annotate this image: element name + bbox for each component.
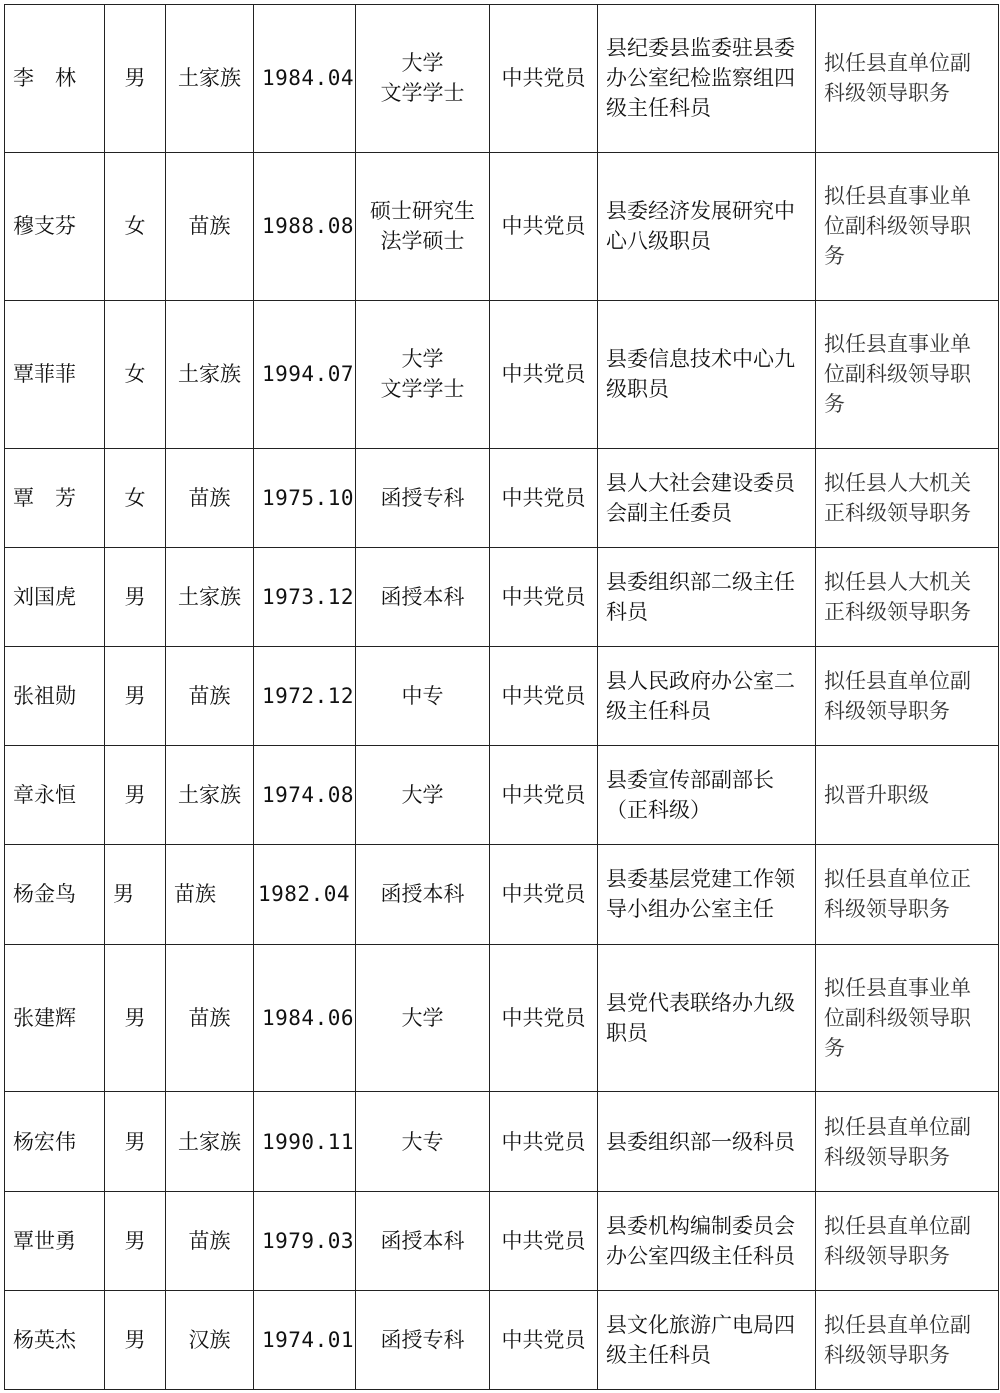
cadre-roster-table: [4, 4, 999, 1390]
proposed-position-cell: 拟任县直事业单位副科级领导职务: [816, 152, 999, 300]
person-name: 张祖勋: [5, 647, 105, 746]
party-cell: 中共党员: [490, 152, 598, 300]
proposed-position-cell: 拟任县人大机关正科级领导职务: [816, 448, 999, 547]
birth-date-cell: 1975.10: [254, 448, 356, 547]
table-row: [5, 547, 999, 646]
ethnicity-cell: 土家族: [166, 746, 254, 845]
education-text: 大学 文学学士: [380, 347, 465, 402]
education-cell: 大学: [356, 944, 490, 1092]
proposed-position-cell: 拟任县直事业单位副科级领导职务: [816, 944, 999, 1092]
birth-date-cell: 1984.06: [254, 944, 356, 1092]
table-row: [5, 5, 999, 153]
birth-date-cell: 1988.08: [254, 152, 356, 300]
current-position-cell: 县委经济发展研究中心八级职员: [598, 152, 816, 300]
current-position-cell: 县委机构编制委员会办公室四级主任科员: [598, 1191, 816, 1290]
party-cell: 中共党员: [490, 746, 598, 845]
ethnicity-cell: 土家族: [166, 1092, 254, 1191]
proposed-position-cell: 拟任县直单位正科级领导职务: [816, 845, 999, 944]
table-row: [5, 845, 999, 944]
person-name: 杨金鸟: [5, 845, 105, 944]
current-position-cell: 县委组织部二级主任科员: [598, 547, 816, 646]
birth-date-cell: 1979.03: [254, 1191, 356, 1290]
ethnicity-cell: 苗族: [166, 845, 254, 944]
current-position-cell: 县人大社会建设委员会副主任委员: [598, 448, 816, 547]
current-position-cell: 县党代表联络办九级职员: [598, 944, 816, 1092]
gender-cell: 男: [105, 647, 166, 746]
person-name: 刘国虎: [5, 547, 105, 646]
ethnicity-cell: 苗族: [166, 944, 254, 1092]
education-cell: [356, 5, 490, 153]
current-position-cell: 县委组织部一级科员: [598, 1092, 816, 1191]
gender-cell: 男: [105, 746, 166, 845]
table-row: [5, 448, 999, 547]
current-position-cell: 县纪委县监委驻县委办公室纪检监察组四级主任科员: [598, 5, 816, 153]
roster-body: [5, 5, 999, 1390]
ethnicity-cell: 汉族: [166, 1290, 254, 1389]
person-name: 杨宏伟: [5, 1092, 105, 1191]
gender-cell: 男: [105, 547, 166, 646]
gender-cell: 男: [105, 944, 166, 1092]
proposed-position-cell: 拟任县直单位副科级领导职务: [816, 647, 999, 746]
table-row: [5, 746, 999, 845]
birth-date-cell: 1982.04: [254, 845, 356, 944]
ethnicity-cell: 土家族: [166, 547, 254, 646]
party-cell: 中共党员: [490, 845, 598, 944]
proposed-position-cell: 拟晋升职级: [816, 746, 999, 845]
current-position-cell: 县委信息技术中心九级职员: [598, 300, 816, 448]
birth-date-cell: 1973.12: [254, 547, 356, 646]
person-name: 杨英杰: [5, 1290, 105, 1389]
education-cell: 大学: [356, 746, 490, 845]
education-cell: 函授本科: [356, 845, 490, 944]
proposed-position-cell: 拟任县直单位副科级领导职务: [816, 1191, 999, 1290]
education-text: 硕士研究生 法学硕士: [370, 199, 475, 254]
current-position-cell: 县人民政府办公室二级主任科员: [598, 647, 816, 746]
party-cell: 中共党员: [490, 944, 598, 1092]
education-cell: [356, 300, 490, 448]
education-cell: 函授专科: [356, 1290, 490, 1389]
gender-cell: 男: [105, 1191, 166, 1290]
table-row: [5, 944, 999, 1092]
table-row: [5, 300, 999, 448]
proposed-position-cell: 拟任县人大机关正科级领导职务: [816, 547, 999, 646]
table-row: [5, 647, 999, 746]
proposed-position-cell: 拟任县直单位副科级领导职务: [816, 5, 999, 153]
education-cell: 函授本科: [356, 547, 490, 646]
birth-date-cell: 1972.12: [254, 647, 356, 746]
table-row: [5, 152, 999, 300]
gender-cell: 男: [105, 1092, 166, 1191]
ethnicity-cell: 苗族: [166, 1191, 254, 1290]
ethnicity-cell: 苗族: [166, 152, 254, 300]
birth-date-cell: 1994.07: [254, 300, 356, 448]
proposed-position-cell: 拟任县直单位副科级领导职务: [816, 1290, 999, 1389]
person-name: 章永恒: [5, 746, 105, 845]
gender-cell: 男: [105, 845, 166, 944]
ethnicity-cell: 苗族: [166, 647, 254, 746]
proposed-position-cell: 拟任县直事业单位副科级领导职务: [816, 300, 999, 448]
person-name: 穆支芬: [5, 152, 105, 300]
education-cell: 大专: [356, 1092, 490, 1191]
party-cell: 中共党员: [490, 300, 598, 448]
person-name: 李 林: [5, 5, 105, 153]
birth-date-cell: 1974.01: [254, 1290, 356, 1389]
table-row: [5, 1092, 999, 1191]
education-cell: 中专: [356, 647, 490, 746]
person-name: 覃菲菲: [5, 300, 105, 448]
current-position-cell: 县委基层党建工作领导小组办公室主任: [598, 845, 816, 944]
party-cell: 中共党员: [490, 647, 598, 746]
education-cell: 函授专科: [356, 448, 490, 547]
gender-cell: 女: [105, 152, 166, 300]
person-name: 覃世勇: [5, 1191, 105, 1290]
ethnicity-cell: 苗族: [166, 448, 254, 547]
current-position-cell: 县文化旅游广电局四级主任科员: [598, 1290, 816, 1389]
person-name: 张建辉: [5, 944, 105, 1092]
current-position-cell: 县委宣传部副部长（正科级）: [598, 746, 816, 845]
party-cell: 中共党员: [490, 1092, 598, 1191]
birth-date-cell: 1990.11: [254, 1092, 356, 1191]
party-cell: 中共党员: [490, 448, 598, 547]
education-cell: 函授本科: [356, 1191, 490, 1290]
gender-cell: 男: [105, 5, 166, 153]
person-name: 覃 芳: [5, 448, 105, 547]
party-cell: 中共党员: [490, 547, 598, 646]
education-text: 大学 文学学士: [380, 51, 465, 106]
table-row: [5, 1191, 999, 1290]
birth-date-cell: 1984.04: [254, 5, 356, 153]
party-cell: 中共党员: [490, 5, 598, 153]
gender-cell: 男: [105, 1290, 166, 1389]
gender-cell: 女: [105, 300, 166, 448]
birth-date-cell: 1974.08: [254, 746, 356, 845]
gender-cell: 女: [105, 448, 166, 547]
party-cell: 中共党员: [490, 1191, 598, 1290]
education-cell: [356, 152, 490, 300]
ethnicity-cell: 土家族: [166, 5, 254, 153]
party-cell: 中共党员: [490, 1290, 598, 1389]
proposed-position-cell: 拟任县直单位副科级领导职务: [816, 1092, 999, 1191]
ethnicity-cell: 土家族: [166, 300, 254, 448]
table-row: [5, 1290, 999, 1389]
